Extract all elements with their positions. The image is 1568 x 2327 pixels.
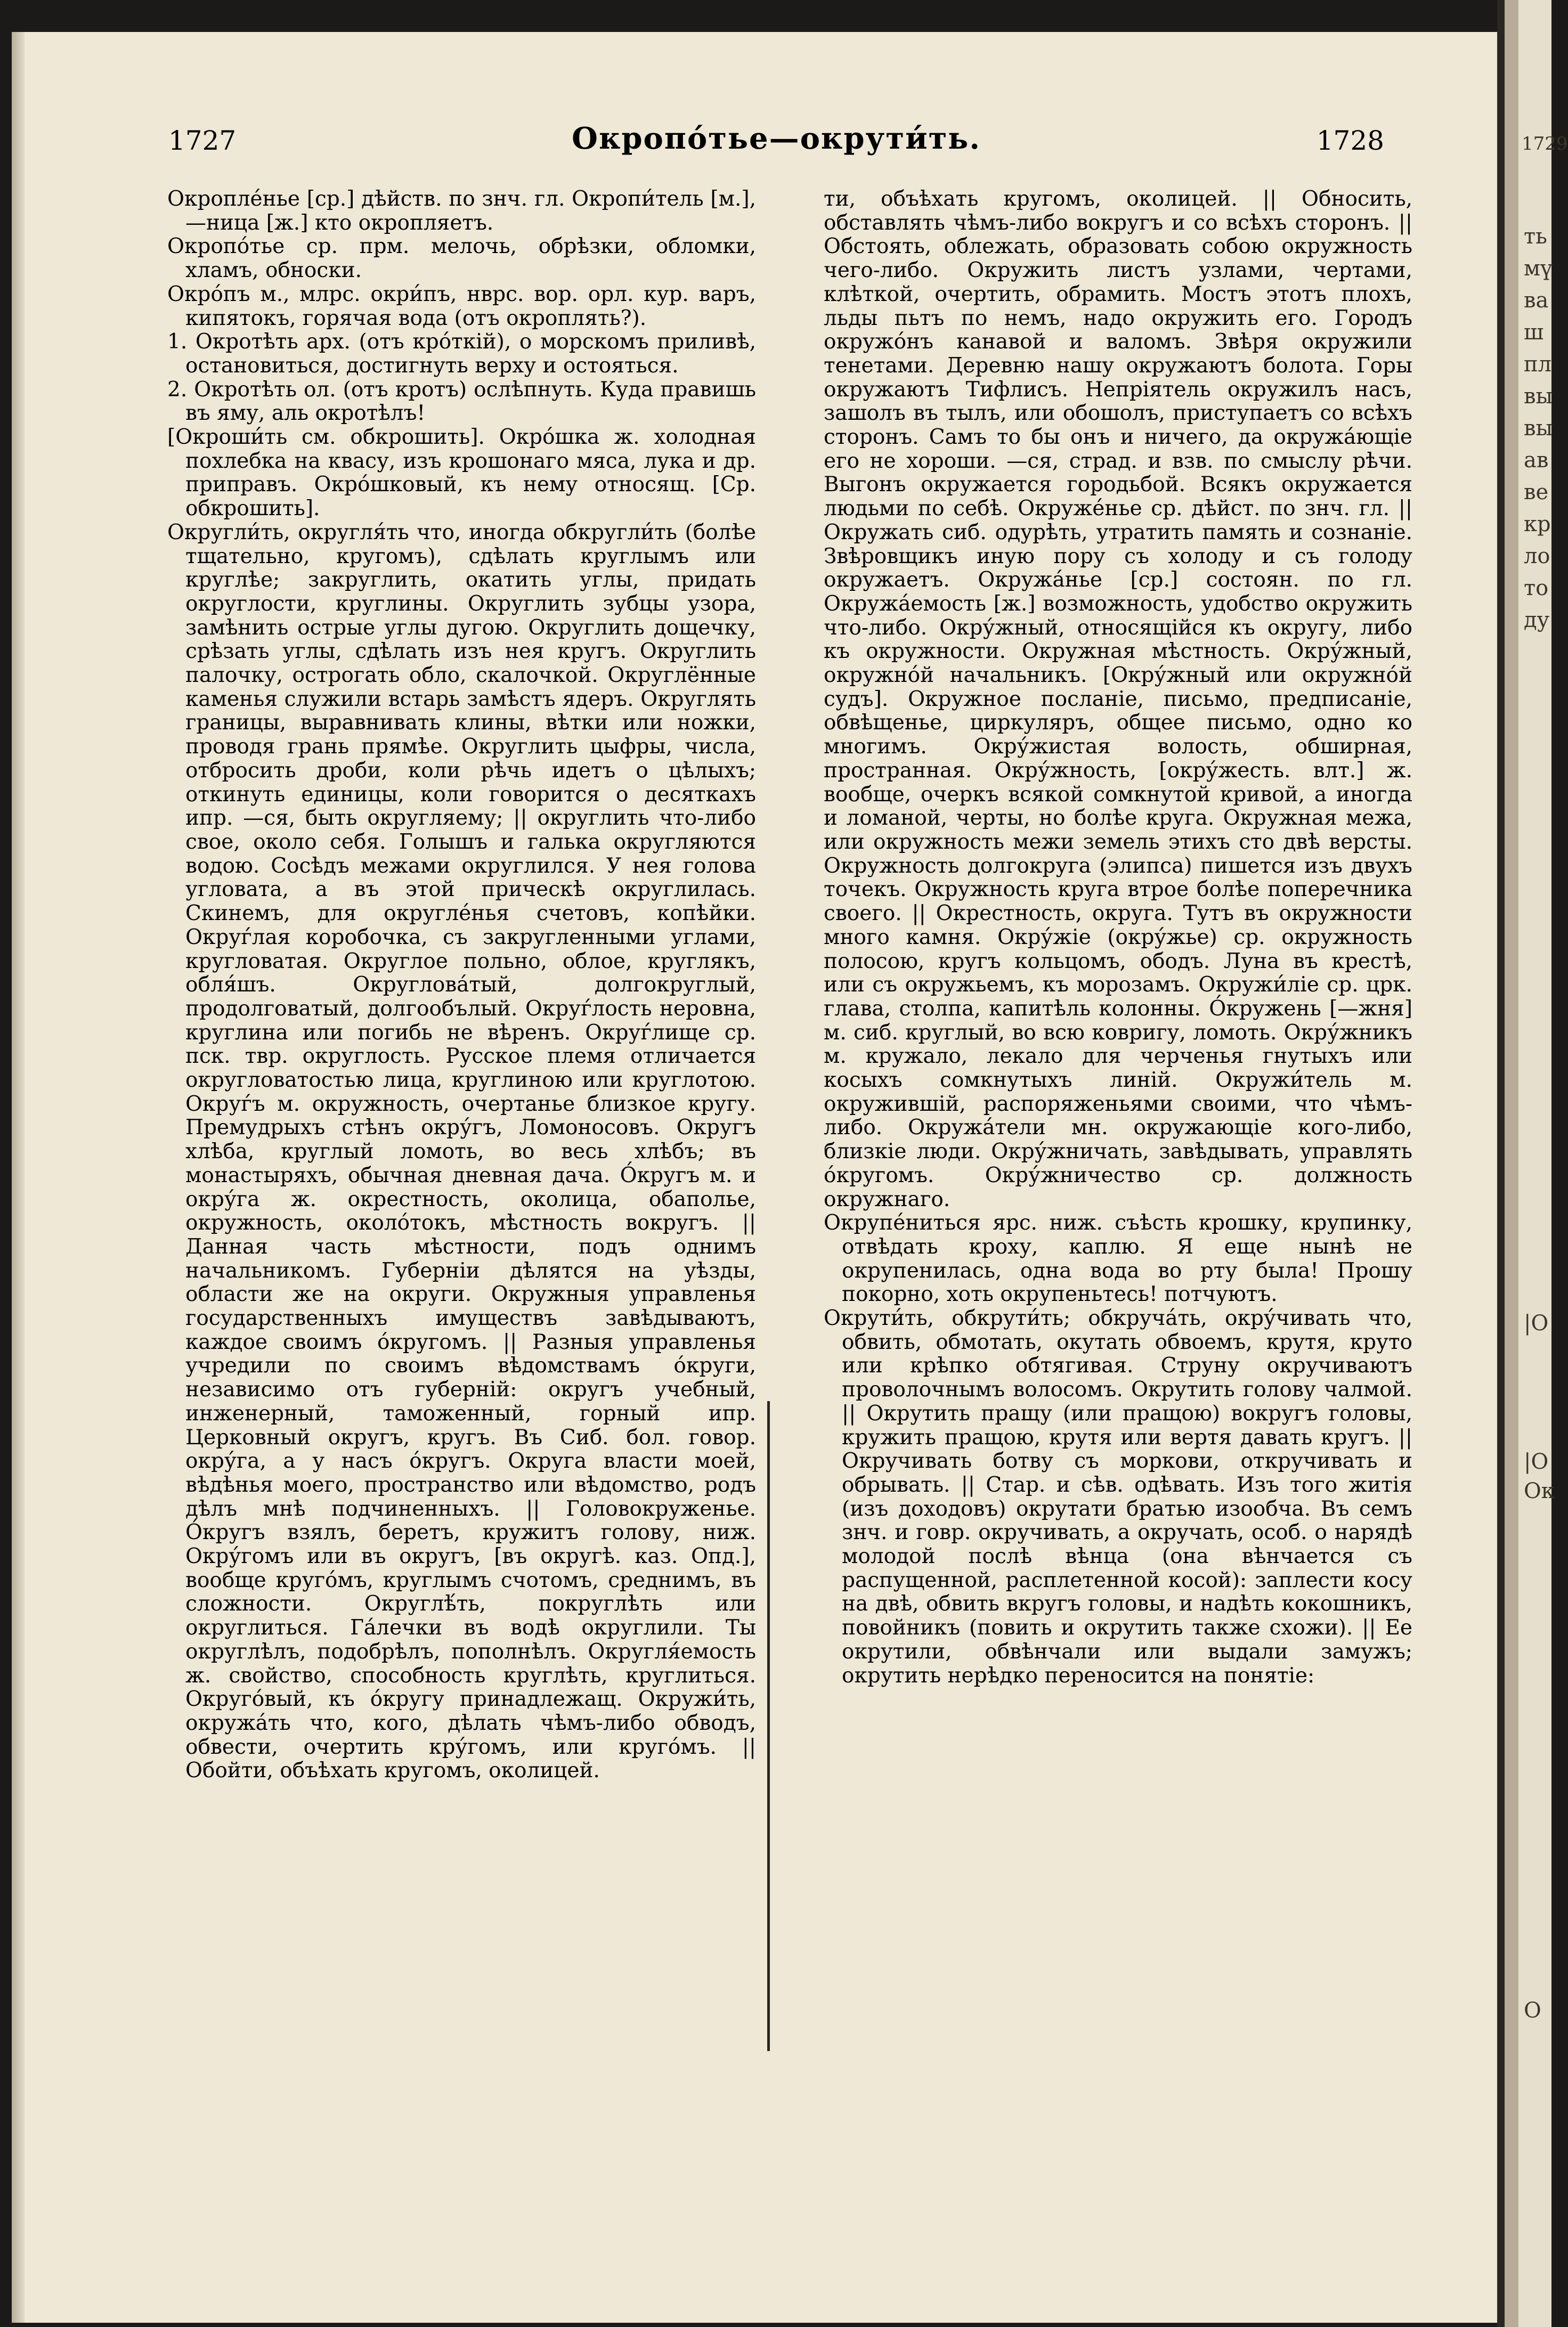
page-number-right: 1728: [1316, 125, 1384, 156]
dictionary-entry: 2. Окротѣть ол. (отъ кротъ) ослѣпнуть. Куда правишь въ яму, аль окротѣлъ!: [167, 377, 756, 426]
text-column-right: [824, 188, 1412, 2217]
adjacent-fragment: Ок: [1524, 1479, 1555, 1503]
adjacent-fragment: мү: [1524, 256, 1553, 281]
running-header: [156, 111, 1397, 162]
dictionary-entry: Окропо́тье ср. прм. мелочь, обрѣзки, обломки, хламъ, обноски.: [167, 234, 756, 283]
adjacent-fragment: вы: [1524, 384, 1553, 409]
adjacent-fragment: вы: [1524, 416, 1553, 441]
dictionary-entry: Окрути́ть, обкрути́ть; обкруча́ть, окру́чивать что, обвить, обмотать, окутать обвоемъ, крутя, круто или крѣпко обтягивая. Струну окручиваютъ проволочнымъ волосомъ. Окрутить голову чалмой. || Окрутить пращу (или пращою) вокругъ головы, кружить пращою, крутя или вертя давать кругъ. || Окручивать ботву съ моркови, откручивать и обрывать. || Стар. и сѣв. одѣвать. Изъ того житія (изъ доходовъ) окрутати братью изообча. Въ семъ знч. и говр. окручивать, а окручать, особ. о нарядѣ молодой послѣ вѣнца (она вѣнчается съ распущенной, расплетенной косой): заплести косу на двѣ, обвить вкругъ головы, и надѣть кокошникъ, повойникъ (повить и окрутить также схожи). || Ее окрутили, обвѣнчали или выдали замужъ; окрутить нерѣдко переносится на понятіе:: [824, 1306, 1412, 1688]
adjacent-fragment: О: [1524, 1998, 1541, 2023]
dictionary-entry: Окропле́нье [ср.] дѣйств. по знч. гл. Окропи́тель [м.], —ница [ж.] кто окропляетъ.: [167, 187, 756, 235]
adjacent-fragment: то: [1524, 576, 1549, 600]
adjacent-fragment: ве: [1524, 480, 1549, 505]
adjacent-fragment: |О: [1524, 1450, 1549, 1474]
page-number-left: 1727: [168, 125, 237, 156]
dictionary-entry: Окро́пъ м., млрс. окри́пъ, нврс. вор. орл. кур. варъ, кипятокъ, горячая вода (отъ окроплять?).: [167, 282, 756, 330]
adjacent-fragment: ва: [1524, 288, 1549, 313]
dictionary-entry: Окрупе́ниться ярс. ниж. съѣсть крошку, крупинку, отвѣдать кроху, каплю. Я еще нынѣ не окрупенилась, одна вода во рту была! Прошу покорно, хоть окрупеньтесь! потчуютъ.: [824, 1211, 1412, 1307]
dictionary-entry: Округли́ть, округля́ть что, иногда обкругли́ть (болѣе тщательно, кругомъ), сдѣлать круглымъ или круглѣе; закруглить, окатить углы, придать округлости, круглины. Округлить зубцы узора, замѣнить острые углы дугою. Округлить дощечку, срѣзать углы, сдѣлать изъ нея кругъ. Округлить палочку, острогать обло, скалочкой. Округлённые каменья служили встарь замѣстъ ядеръ. Округлять границы, выравнивать клины, вѣтки или ножки, проводя грань прямѣе. Округлить цыфры, числа, отбросить дроби, коли рѣчь идетъ о цѣлыхъ; откинуть единицы, коли говорится о десяткахъ ипр. —ся, быть округляему; || округлить что-либо свое, около себя. Голышъ и галька округляются водою. Сосѣдъ межами округлился. У нея голова угловата, а въ этой прическѣ округлилась. Скинемъ, для округле́нья счетовъ, копѣйки. Окруѓлая коробочка, съ закругленными углами, кругловатая. Округлое польно, облое, круглякъ, обля́шъ. Округлова́тый, долгокруглый, продолговатый, долгообълый. Окруѓлость неровна, круглина или погибь не вѣренъ. Окруѓлище ср. пск. твр. округлость. Русское племя отличается округловатостью лица, круглиною или круглотою. Окруѓъ м. окружность, очертанье близкое кругу. Премудрыхъ стѣнъ окру́гъ, Ломоносовъ. Округъ хлѣба, круглый ломоть, во весь хлѣбъ; въ монастыряхъ, обычная дневная дача. О́кругъ м. и окру́га ж. окрестность, околица, обаполье, окружность, около́токъ, мѣстность вокругъ. || Данная часть мѣстности, подъ однимъ начальникомъ. Губерніи дѣлятся на уѣзды, области же на округи. Окружныя управленья государственныхъ имуществъ завѣдываютъ, каждое своимъ о́кругомъ. || Разныя управленья учредили по своимъ вѣдомствамъ о́круги, независимо отъ губерній: округъ учебный, инженерный, таможенный, горный ипр. Церковный округъ, кругъ. Въ Сиб. бол. говор. окру́га, а у насъ о́кругъ. Округа власти моей, вѣдѣнья моего, пространство или вѣдомство, родъ дѣлъ мнѣ подчиненныхъ. || Головокруженье. О́кругъ взялъ, беретъ, кружитъ голову, ниж. Окру́гомъ или въ округъ, [въ округѣ. каз. Опд.], вообще круго́мъ, круглымъ счотомъ, среднимъ, въ сложности. Округлѣ́ть, покруглѣть или округлиться. Гáлечки въ водѣ округлили. Ты округлѣлъ, подобрѣлъ, пополнѣлъ. Округля́емость ж. свойство, способность круглѣть, круглиться. Округо́вый, къ о́кругу принадлежащ. Окружи́ть, окружа́ть что, кого, дѣлать чѣмъ-либо обводъ, обвести, очертить кру́гомъ, или круго́мъ. || Обойти, объѣхать кругомъ, околицей.: [167, 520, 756, 1783]
dictionary-entry: [Окроши́ть см. обкрошить]. Окро́шка ж. холодная похлебка на квасу, изъ крошонаго мяса, лука и др. приправъ. Окро́шковый, къ нему относящ. [Ср. обкрошить].: [167, 425, 756, 521]
adjacent-page-edge: [1497, 0, 1568, 2327]
running-title: Окропо́тье—окрути́ть.: [572, 121, 981, 156]
dictionary-entry-continued: ти, объѣхать кругомъ, околицей. || Обносить, обставлять чѣмъ-либо вокругъ и со всѣхъ сторонъ. || Обстоять, облежать, образовать собою окружность чего-либо. Окружить листъ узлами, чертами, клѣткой, очертить, обрамить. Мостъ этотъ плохъ, льды пьтъ по немъ, надо окружить его. Городъ окружо́нъ канавой и валомъ. Звѣря окружили тенетами. Деревню нашу окружаютъ болота. Горы окружаютъ Тифлисъ. Непріятель окружилъ насъ, зашолъ въ тылъ, или обошолъ, приступаетъ со всѣхъ сторонъ. Самъ то бы онъ и ничего, да окружа́ющіе его не хороши. —ся, страд. и взв. по смыслу рѣчи. Выгонъ окружается городьбой. Всякъ окружается людьми по себѣ. Окруже́нье ср. дѣйст. по знч. гл. || Окружать сиб. одурѣть, утратить память и сознаніе. Звѣровщикъ иную пору съ холоду и съ голоду окружаетъ. Окружа́нье [ср.] состоян. по гл. Окружа́емость [ж.] возможность, удобство окружить что-либо. Окру́жный, относящійся къ округу, либо къ окружности. Окружная мѣстность. Окру́жный, окружно́й начальникъ. [Окру́жный или окружно́й судъ]. Окружное посланіе, письмо, предписаніе, обвѣщенье, циркуляръ, общее письмо, одно ко многимъ. Окру́жистая волость, обширная, пространная. Окру́жность, [окру́жесть. влт.] ж. вообще, очеркъ всякой сомкнутой кривой, а иногда и ломаной, черты, но болѣе круга. Окружная межа, или окружность межи земель этихъ сто двѣ версты. Окружность долгокруга (элипса) пишется изъ двухъ точекъ. Окружность круга втрое болѣе поперечника своего. || Окрестность, округа. Тутъ въ окружности много камня. Окру́жіе (окру́жье) ср. окружность полосою, кругъ кольцомъ, ободъ. Луна въ крестѣ, или съ окружьемъ, къ морозамъ. Окружи́ліе ср. црк. глава, столпа, капитѣль колонны. О́кружень [—жня] м. сиб. круглый, во всю ковригу, ломоть. Окру́жникъ м. кружало, лекало для черченья гнутыхъ или косыхъ сомкнутыхъ линій. Окружи́тель м. окружившій, распоряженьями своими, что чѣмъ-либо. Окружа́тели мн. окружающіе кого-либо, близкіе люди. Окру́жничать, завѣдывать, управлять о́кругомъ. Окру́жничество ср. должность окружнаго.: [824, 187, 1412, 1211]
adjacent-fragment: ло: [1524, 544, 1550, 568]
adjacent-page-number: 1729: [1522, 133, 1568, 154]
adjacent-fragment: ду: [1524, 608, 1550, 632]
dictionary-entry: 1. Окротѣть арх. (отъ кро́ткій), о морскомъ приливѣ, остановиться, достигнуть верху и остояться.: [167, 330, 756, 378]
text-column-left: [167, 188, 756, 2217]
adjacent-fragment: кр: [1524, 512, 1551, 536]
adjacent-fragment: ав: [1524, 448, 1549, 473]
adjacent-fragment: |О: [1524, 1311, 1549, 1336]
adjacent-fragment: ть: [1524, 224, 1547, 249]
adjacent-fragment: ш: [1524, 320, 1544, 345]
column-divider-rule: [767, 1401, 770, 2051]
adjacent-fragment: пл: [1524, 352, 1552, 377]
page-gutter-shadow: [12, 32, 25, 2323]
